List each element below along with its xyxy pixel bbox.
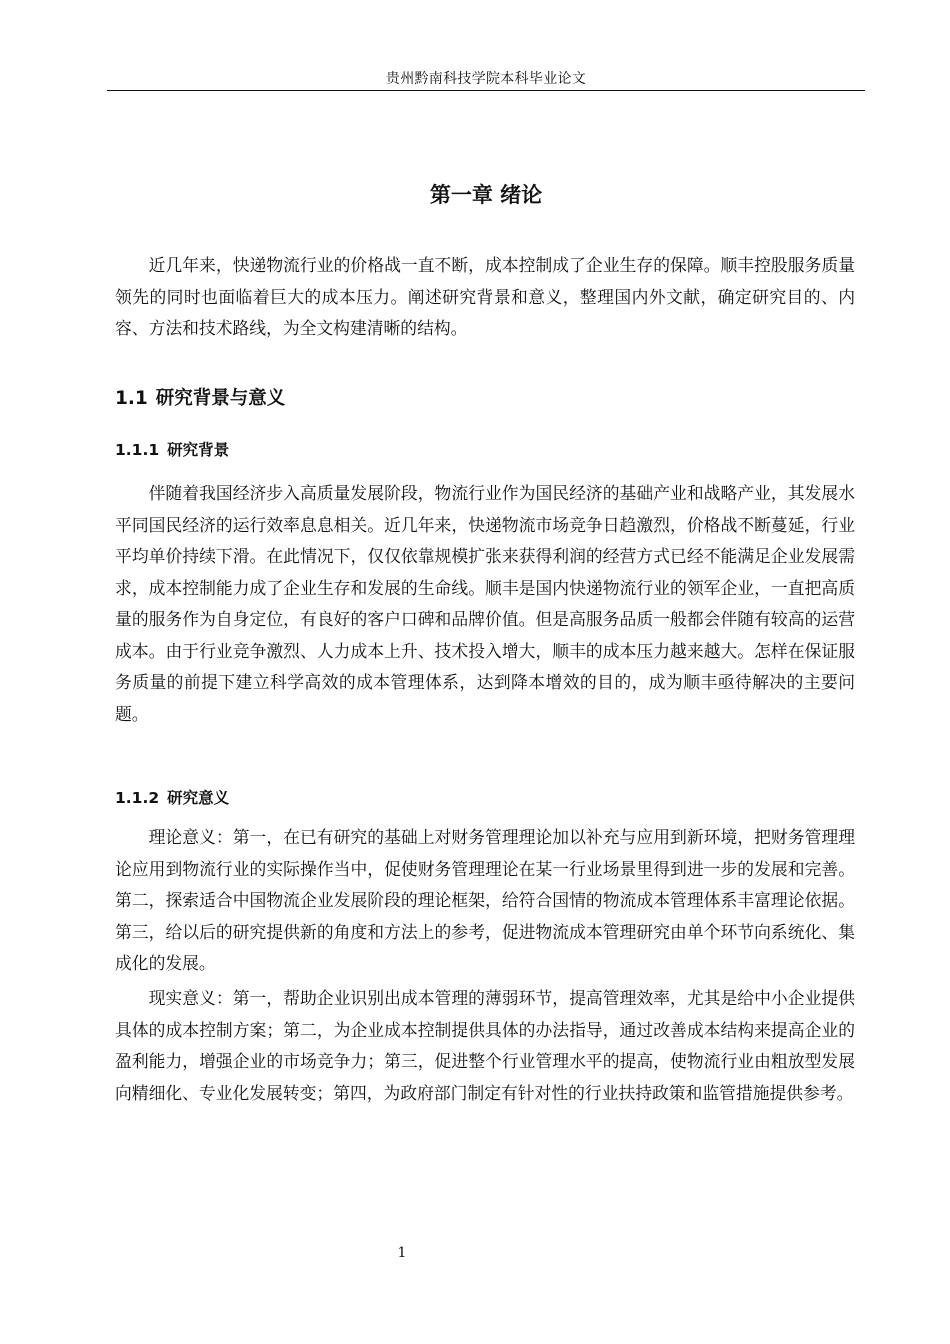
practical-significance-paragraph: 现实意义：第一，帮助企业识别出成本管理的薄弱环节，提高管理效率，尤其是给中小企业提供具体的成本控制方案；第二，为企业成本控制提供具体的办法指导，通过改善成本结构来提高企业的盈利能力，增强企业的市场竞争力；第三，促进整个行业管理水平的提高，使物流行业由粗放型发展向精细化、专业化发展转变；第四，为政府部门制定有针对性的行业扶持政策和监管措施提供参考。 bbox=[115, 988, 855, 1103]
chapter-intro-paragraph: 近几年来，快递物流行业的价格战一直不断，成本控制成了企业生存的保障。顺丰控股服务质量领先的同时也面临着巨大的成本压力。阐述研究背景和意义，整理国内外文献，确定研究目的、内容、方法和技术路线，为全文构建清晰的结构。 bbox=[115, 255, 855, 338]
section-heading-1-1 bbox=[115, 386, 855, 412]
section-number: 1.1 bbox=[115, 388, 148, 409]
section-title: 研究意义 bbox=[167, 789, 230, 807]
research-background-paragraph: 伴随着我国经济步入高质量发展阶段，物流行业作为国民经济的基础产业和战略产业，其发展水平同国民经济的运行效率息息相关。近几年来，快递物流市场竞争日趋激烈，价格战不断蔓延，行业平均单价持续下滑。在此情况下，仅仅依靠规模扩张来获得利润的经营方式已经不能满足企业发展需求，成本控制能力成了企业生存和发展的生命线。顺丰是国内快递物流行业的领军企业，一直把高质量的服务作为自身定位，有良好的客户口碑和品牌价值。但是高服务品质一般都会伴随有较高的运营成本。由于行业竞争激烈、人力成本上升、技术投入增大，顺丰的成本压力越来越大。怎样在保证服务质量的前提下建立科学高效的成本管理体系，达到降本增效的目的，成为顺丰亟待解决的主要问题。 bbox=[115, 483, 855, 724]
header-rule bbox=[107, 90, 865, 91]
page-number: 1 bbox=[397, 1245, 407, 1261]
section-title: 研究背景 bbox=[167, 441, 230, 459]
section-number: 1.1.2 bbox=[115, 789, 160, 807]
section-heading-1-1-2 bbox=[115, 786, 855, 810]
section-number: 1.1.1 bbox=[115, 441, 160, 459]
theoretical-significance-paragraph: 理论意义：第一，在已有研究的基础上对财务管理理论加以补充与应用到新环境，把财务管理理论应用到物流行业的实际操作当中，促使财务管理理论在某一行业场景里得到进一步的发展和完善。第二，探索适合中国物流企业发展阶段的理论框架，给符合国情的物流成本管理体系丰富理论依据。第三，给以后的研究提供新的角度和方法上的参考，促进物流成本管理研究由单个环节向系统化、集成化的发展。 bbox=[115, 827, 855, 973]
section-title: 研究背景与意义 bbox=[155, 388, 286, 409]
running-header: 贵州黔南科技学院本科毕业论文 bbox=[385, 71, 587, 87]
chapter-title: 第一章 绪论 bbox=[429, 183, 543, 207]
section-heading-1-1-1 bbox=[115, 438, 855, 462]
